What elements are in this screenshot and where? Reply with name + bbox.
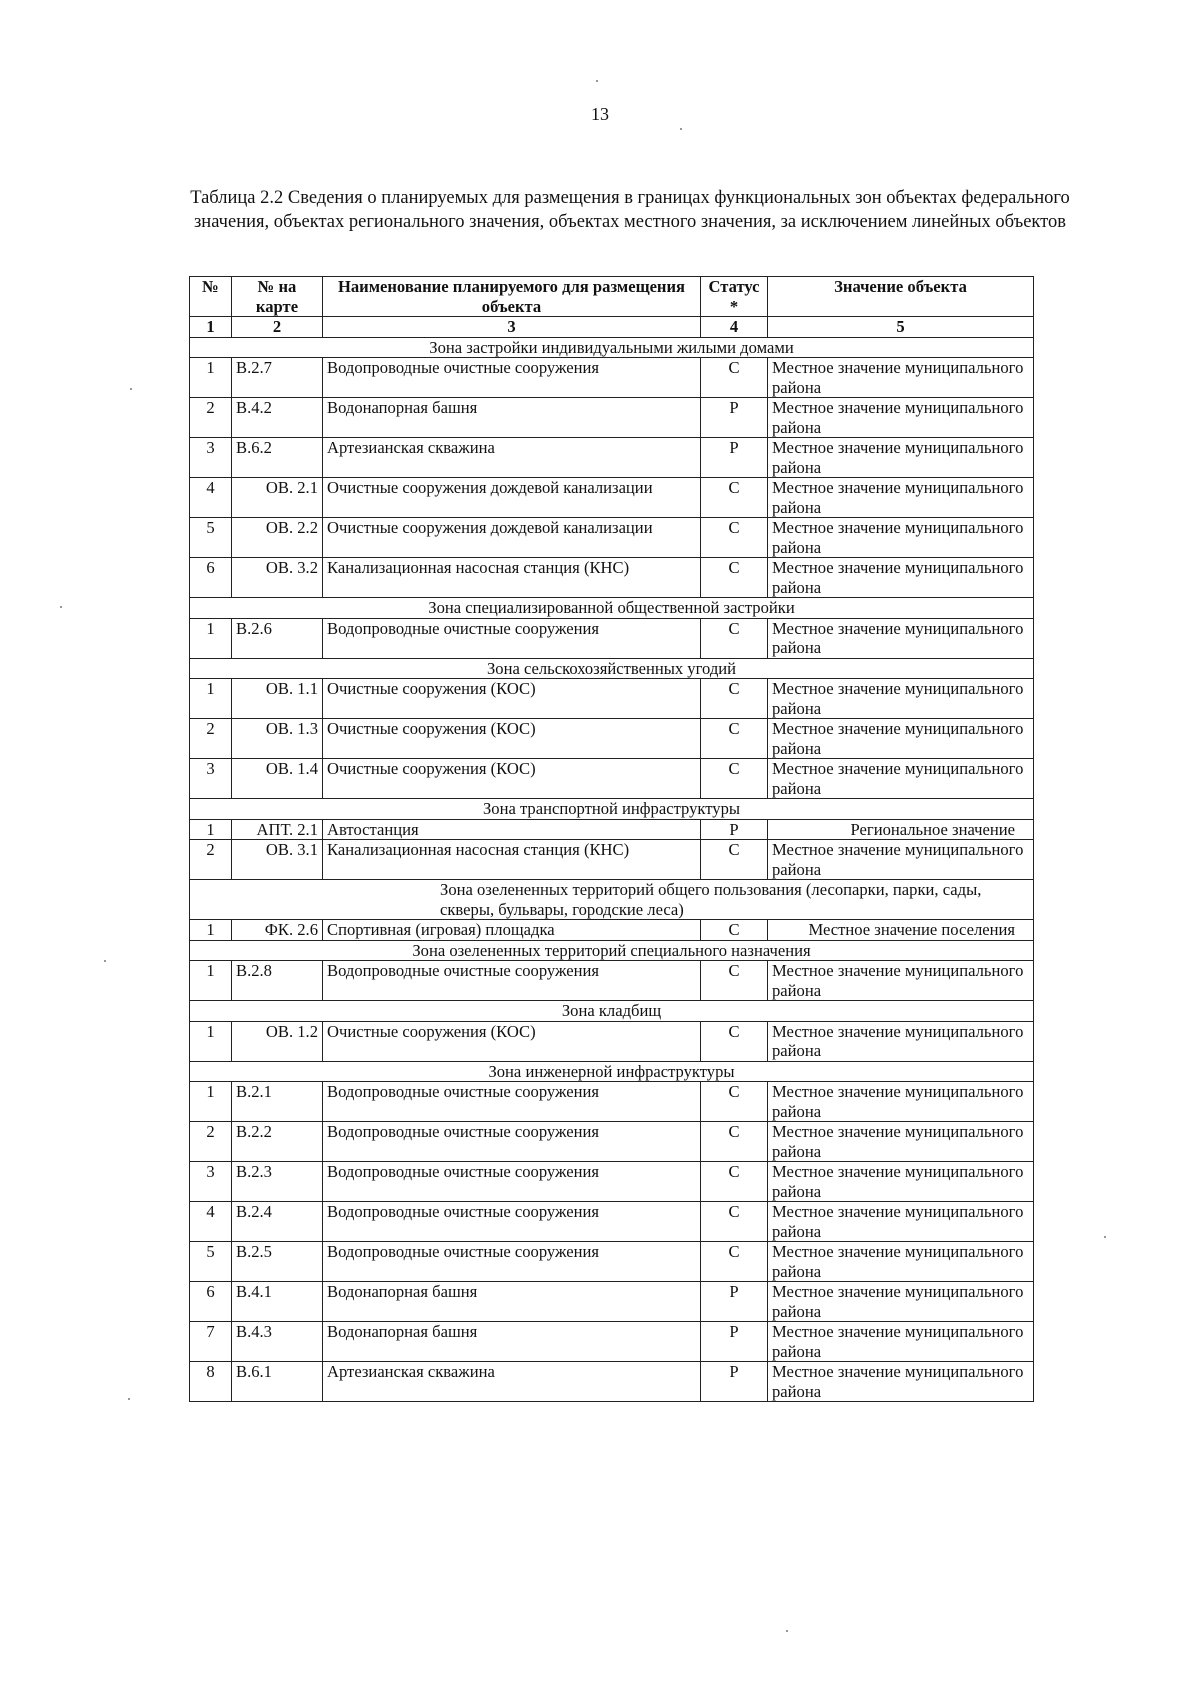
object-status: Р [701, 1282, 768, 1322]
row-number: 8 [190, 1362, 232, 1402]
object-value: Местное значение муниципального района [768, 961, 1034, 1001]
map-code: В.2.6 [232, 618, 323, 658]
map-code: АПТ. 2.1 [232, 819, 323, 840]
row-number: 7 [190, 1322, 232, 1362]
zone-row [190, 1001, 1034, 1022]
object-status: С [701, 358, 768, 398]
table-row [190, 1122, 1034, 1162]
objects-table [189, 276, 1034, 1402]
object-name: Водопроводные очистные сооружения [323, 1202, 701, 1242]
map-code: В.2.5 [232, 1242, 323, 1282]
map-code: В.2.8 [232, 961, 323, 1001]
scan-speck [130, 388, 132, 390]
object-status: С [701, 1021, 768, 1061]
table-row [190, 558, 1034, 598]
row-number: 1 [190, 618, 232, 658]
scan-speck [128, 1398, 130, 1400]
map-code: ОВ. 1.3 [232, 719, 323, 759]
object-value: Местное значение муниципального района [768, 1122, 1034, 1162]
scan-speck [680, 128, 682, 130]
map-code: В.4.2 [232, 398, 323, 438]
object-name: Водопроводные очистные сооружения [323, 1242, 701, 1282]
zone-title: Зона кладбищ [190, 1001, 1034, 1022]
map-code: В.2.4 [232, 1202, 323, 1242]
object-value: Местное значение муниципального района [768, 438, 1034, 478]
row-number: 6 [190, 1282, 232, 1322]
table-row [190, 840, 1034, 880]
object-value: Местное значение муниципального района [768, 1202, 1034, 1242]
object-value: Местное значение муниципального района [768, 679, 1034, 719]
object-name: Очистные сооружения дождевой канализации [323, 518, 701, 558]
zone-title: Зона специализированной общественной застройки [190, 598, 1034, 619]
header-row [190, 277, 1034, 317]
table-row [190, 618, 1034, 658]
table-row [190, 679, 1034, 719]
row-number: 1 [190, 819, 232, 840]
object-status: С [701, 1202, 768, 1242]
table-row [190, 1082, 1034, 1122]
table-row [190, 759, 1034, 799]
row-number: 4 [190, 1202, 232, 1242]
row-number: 5 [190, 518, 232, 558]
row-number: 2 [190, 840, 232, 880]
object-status: С [701, 759, 768, 799]
object-status: С [701, 558, 768, 598]
object-name: Водонапорная башня [323, 398, 701, 438]
row-number: 1 [190, 1082, 232, 1122]
table-row [190, 1362, 1034, 1402]
scan-speck [596, 80, 598, 82]
map-code: ОВ. 2.1 [232, 478, 323, 518]
object-status: С [701, 1122, 768, 1162]
column-index: 1 [190, 317, 232, 338]
object-status: С [701, 719, 768, 759]
table-row [190, 1162, 1034, 1202]
object-value: Местное значение муниципального района [768, 518, 1034, 558]
column-index: 3 [323, 317, 701, 338]
object-status: С [701, 920, 768, 941]
table-caption: Таблица 2.2 Сведения о планируемых для размещения в границах функциональных зон объектах федерального значения, объектах регионального значения, объектах местного значения, за исключением линейных объектов [190, 188, 1070, 232]
object-status: С [701, 618, 768, 658]
object-status: С [701, 518, 768, 558]
row-number: 2 [190, 1122, 232, 1162]
object-value: Местное значение муниципального района [768, 1242, 1034, 1282]
object-name: Водопроводные очистные сооружения [323, 618, 701, 658]
table-row [190, 719, 1034, 759]
table-row [190, 1021, 1034, 1061]
table-row [190, 819, 1034, 840]
map-code: ОВ. 3.1 [232, 840, 323, 880]
object-status: С [701, 478, 768, 518]
object-name: Водопроводные очистные сооружения [323, 1162, 701, 1202]
scan-speck [60, 606, 62, 608]
map-code: В.4.3 [232, 1322, 323, 1362]
object-value: Местное значение муниципального района [768, 478, 1034, 518]
header-numbering-row [190, 317, 1034, 338]
row-number: 1 [190, 920, 232, 941]
object-name: Водопроводные очистные сооружения [323, 1122, 701, 1162]
object-name: Водонапорная башня [323, 1322, 701, 1362]
object-status: Р [701, 1362, 768, 1402]
zone-title: Зона озелененных территорий общего пользования (лесопарки, парки, сады, скверы, бульвары, городские леса) [190, 880, 1034, 920]
row-number: 4 [190, 478, 232, 518]
zone-title: Зона озелененных территорий специального назначения [190, 940, 1034, 961]
map-code: В.4.1 [232, 1282, 323, 1322]
object-status: Р [701, 819, 768, 840]
column-index: 2 [232, 317, 323, 338]
object-name: Водонапорная башня [323, 1282, 701, 1322]
object-value: Местное значение поселения [768, 920, 1034, 941]
object-value: Местное значение муниципального района [768, 759, 1034, 799]
map-code: ФК. 2.6 [232, 920, 323, 941]
row-number: 1 [190, 1021, 232, 1061]
row-number: 3 [190, 1162, 232, 1202]
object-status: С [701, 679, 768, 719]
table-row [190, 1322, 1034, 1362]
object-value: Местное значение муниципального района [768, 1362, 1034, 1402]
map-code: В.6.1 [232, 1362, 323, 1402]
object-name: Канализационная насосная станция (КНС) [323, 840, 701, 880]
object-status: С [701, 840, 768, 880]
table-row [190, 1282, 1034, 1322]
header-number: № [190, 277, 232, 317]
object-name: Автостанция [323, 819, 701, 840]
header-status: Статус * [701, 277, 768, 317]
table-header [190, 277, 1034, 338]
map-code: В.2.2 [232, 1122, 323, 1162]
zone-row [190, 658, 1034, 679]
page-number: 13 [591, 104, 609, 124]
object-name: Очистные сооружения (КОС) [323, 719, 701, 759]
object-status: С [701, 1162, 768, 1202]
table-body [190, 337, 1034, 1402]
object-name: Спортивная (игровая) площадка [323, 920, 701, 941]
table-row [190, 398, 1034, 438]
zone-row [190, 880, 1034, 920]
row-number: 1 [190, 358, 232, 398]
object-name: Водопроводные очистные сооружения [323, 358, 701, 398]
object-name: Водопроводные очистные сооружения [323, 1082, 701, 1122]
object-status: Р [701, 1322, 768, 1362]
object-value: Местное значение муниципального района [768, 840, 1034, 880]
object-name: Артезианская скважина [323, 438, 701, 478]
map-code: ОВ. 1.4 [232, 759, 323, 799]
table-row [190, 920, 1034, 941]
zone-row [190, 799, 1034, 820]
map-code: В.2.7 [232, 358, 323, 398]
table-row [190, 961, 1034, 1001]
object-value: Местное значение муниципального района [768, 618, 1034, 658]
zone-title: Зона сельскохозяйственных угодий [190, 658, 1034, 679]
object-name: Очистные сооружения дождевой канализации [323, 478, 701, 518]
object-value: Местное значение муниципального района [768, 1322, 1034, 1362]
zone-row [190, 940, 1034, 961]
object-status: С [701, 1082, 768, 1122]
map-code: ОВ. 1.1 [232, 679, 323, 719]
map-code: ОВ. 1.2 [232, 1021, 323, 1061]
row-number: 2 [190, 398, 232, 438]
object-value: Местное значение муниципального района [768, 558, 1034, 598]
object-status: С [701, 1242, 768, 1282]
map-code: В.2.1 [232, 1082, 323, 1122]
row-number: 2 [190, 719, 232, 759]
row-number: 3 [190, 438, 232, 478]
object-value: Местное значение муниципального района [768, 719, 1034, 759]
object-name: Водопроводные очистные сооружения [323, 961, 701, 1001]
map-code: ОВ. 2.2 [232, 518, 323, 558]
zone-title: Зона инженерной инфраструктуры [190, 1061, 1034, 1082]
object-value: Местное значение муниципального района [768, 398, 1034, 438]
object-name: Артезианская скважина [323, 1362, 701, 1402]
table-row [190, 478, 1034, 518]
table-row [190, 438, 1034, 478]
object-value: Местное значение муниципального района [768, 1162, 1034, 1202]
object-value: Местное значение муниципального района [768, 1282, 1034, 1322]
row-number: 1 [190, 961, 232, 1001]
zone-title: Зона транспортной инфраструктуры [190, 799, 1034, 820]
row-number: 5 [190, 1242, 232, 1282]
map-code: В.6.2 [232, 438, 323, 478]
object-value: Местное значение муниципального района [768, 358, 1034, 398]
table-row [190, 358, 1034, 398]
column-index: 4 [701, 317, 768, 338]
zone-row [190, 337, 1034, 358]
object-value: Местное значение муниципального района [768, 1082, 1034, 1122]
scan-speck [1104, 1236, 1106, 1238]
column-index: 5 [768, 317, 1034, 338]
row-number: 3 [190, 759, 232, 799]
object-name: Очистные сооружения (КОС) [323, 679, 701, 719]
object-name: Канализационная насосная станция (КНС) [323, 558, 701, 598]
zone-row [190, 1061, 1034, 1082]
row-number: 1 [190, 679, 232, 719]
object-value: Региональное значение [768, 819, 1034, 840]
row-number: 6 [190, 558, 232, 598]
header-object-value: Значение объекта [768, 277, 1034, 317]
table-row [190, 518, 1034, 558]
object-name: Очистные сооружения (КОС) [323, 1021, 701, 1061]
map-code: В.2.3 [232, 1162, 323, 1202]
object-name: Очистные сооружения (КОС) [323, 759, 701, 799]
table-row [190, 1202, 1034, 1242]
zone-row [190, 598, 1034, 619]
object-status: Р [701, 438, 768, 478]
zone-title: Зона застройки индивидуальными жилыми домами [190, 337, 1034, 358]
object-status: Р [701, 398, 768, 438]
table-row [190, 1242, 1034, 1282]
map-code: ОВ. 3.2 [232, 558, 323, 598]
object-value: Местное значение муниципального района [768, 1021, 1034, 1061]
header-object-name: Наименование планируемого для размещения объекта [323, 277, 701, 317]
header-map-number: № на карте [232, 277, 323, 317]
object-status: С [701, 961, 768, 1001]
scan-speck [104, 960, 106, 962]
scan-speck [786, 1630, 788, 1632]
